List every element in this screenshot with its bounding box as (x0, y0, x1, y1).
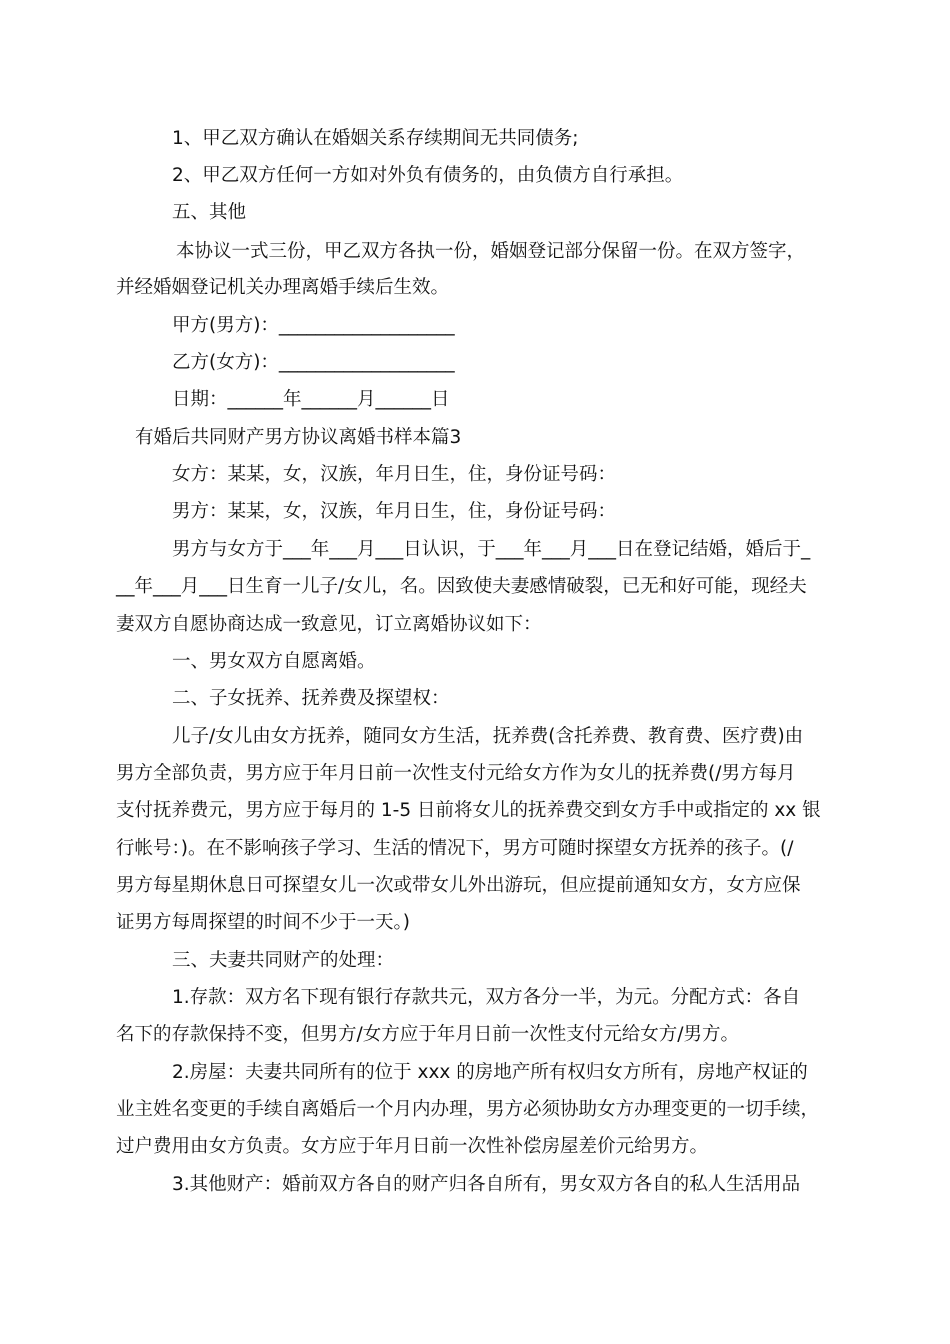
clause-divorce: 一、男女双方自愿离婚。 (172, 651, 376, 672)
clause-debt-2: 2、甲乙双方任何一方如对外负有债务的，由负债方自行承担。 (172, 165, 684, 186)
signature-party-b: 乙方(女方)：___________________ (172, 352, 455, 373)
party-male-info: 男方：某某，女，汉族，年月日生，住，身份证号码： (172, 501, 617, 522)
paragraph-house-line-1: 2.房屋：夫妻共同所有的位于 xxx 的房地产所有权归女方所有，房地产权证的 (172, 1062, 808, 1083)
signature-date: 日期：______年______月______日 (172, 389, 450, 410)
paragraph-deposit-line-1: 1.存款：双方名下现有银行存款共元，双方各分一半，为元。分配方式：各自 (172, 987, 801, 1008)
paragraph-custody-line-3: 支付抚养费元，男方应于每月的 1-5 日前将女儿的抚养费交到女方手中或指定的 xx 银 (116, 800, 821, 821)
paragraph-custody-line-2: 男方全部负责，男方应于年月日前一次性支付元给女方作为女儿的抚养费(/男方每月 (116, 763, 796, 784)
party-female-info: 女方：某某，女，汉族，年月日生，住，身份证号码： (172, 464, 617, 485)
sample-title: 有婚后共同财产男方协议离婚书样本篇3 (135, 427, 462, 448)
paragraph-other-property-line-1: 3.其他财产：婚前双方各自的财产归各自所有，男女双方各自的私人生活用品 (172, 1174, 801, 1195)
paragraph-intro-line-1: 男方与女方于___年___月___日认识，于___年___月___日在登记结婚，婚后于_ (172, 539, 811, 560)
paragraph-intro-line-3: 妻双方自愿协商达成一致意见，订立离婚协议如下： (116, 614, 542, 635)
paragraph-custody-line-5: 男方每星期休息日可探望女儿一次或带女儿外出游玩，但应提前通知女方，女方应保 (116, 875, 801, 896)
section-heading-property: 三、夫妻共同财产的处理： (172, 950, 395, 971)
clause-debt-1: 1、甲乙双方确认在婚姻关系存续期间无共同债务; (172, 128, 579, 149)
paragraph-custody-line-6: 证男方每周探望的时间不少于一天。) (116, 912, 410, 933)
paragraph-deposit-line-2: 名下的存款保持不变，但男方/女方应于年月日前一次性支付元给女方/男方。 (116, 1024, 739, 1045)
section-heading-custody: 二、子女抚养、抚养费及探望权： (172, 688, 450, 709)
paragraph-intro-line-2: __年___月___日生育一儿子/女儿，名。因致使夫妻感情破裂，已无和好可能，现经夫 (116, 576, 807, 597)
paragraph-copies-line-1: 本协议一式三份，甲乙双方各执一份，婚姻登记部分保留一份。在双方签字， (176, 241, 806, 262)
paragraph-house-line-2: 业主姓名变更的手续自离婚后一个月内办理，男方必须协助女方办理变更的一切手续， (116, 1099, 820, 1120)
paragraph-copies-line-2: 并经婚姻登记机关办理离婚手续后生效。 (116, 277, 450, 298)
section-heading-other: 五、其他 (172, 202, 247, 223)
paragraph-custody-line-1: 儿子/女儿由女方抚养，随同女方生活，抚养费(含托养费、教育费、医疗费)由 (172, 726, 804, 747)
signature-party-a: 甲方(男方)：___________________ (172, 315, 455, 336)
paragraph-custody-line-4: 行帐号：)。在不影响孩子学习、生活的情况下，男方可随时探望女方抚养的孩子。(/ (116, 838, 794, 859)
paragraph-house-line-3: 过户费用由女方负责。女方应于年月日前一次性补偿房屋差价元给男方。 (116, 1136, 709, 1157)
